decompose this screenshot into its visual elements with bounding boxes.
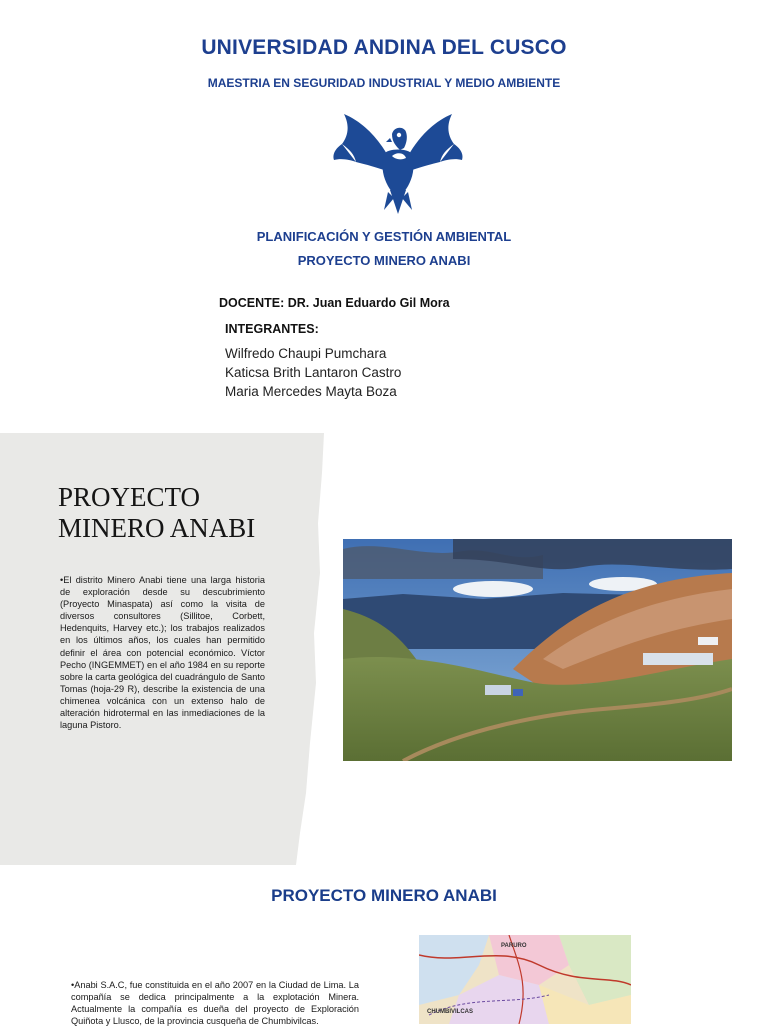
mine-landscape-photo	[343, 539, 732, 761]
program-subtitle: MAESTRIA EN SEGURIDAD INDUSTRIAL Y MEDIO AMBIENTE	[207, 76, 561, 90]
university-title: UNIVERSIDAD ANDINA DEL CUSCO	[201, 36, 567, 59]
integrantes-label: INTEGRANTES:	[225, 322, 319, 336]
eagle-icon	[328, 108, 468, 220]
project-subtitle: PROYECTO MINERO ANABI	[297, 253, 471, 268]
region-map	[419, 935, 631, 1024]
section2-title: PROYECTO MINERO ANABI	[271, 886, 497, 905]
section2-body-text: •Anabi S.A.C, fue constituida en el año 2007 en la Ciudad de Lima. La compañía se dedica principalmente a la explotación Minera. Actualmente la compañía es dueña del proyecto de Exploración Quiñota y Llusco, de la provincia cusqueña de Chumbivilcas.	[71, 980, 359, 1026]
member-name: Maria Mercedes Mayta Boza	[225, 384, 397, 399]
course-title: PLANIFICACIÓN Y GESTIÓN AMBIENTAL	[256, 229, 512, 244]
docente-line: DOCENTE: DR. Juan Eduardo Gil Mora	[219, 296, 450, 310]
map-label: PARURO	[501, 943, 527, 949]
map-label: CHUMBIVILCAS	[427, 1009, 473, 1015]
member-name: Katicsa Brith Lantaron Castro	[225, 365, 402, 380]
member-name: Wilfredo Chaupi Pumchara	[225, 346, 387, 361]
section-body-text: •El distrito Minero Anabi tiene una larga historia de exploración desde su descubrimiento (Proyecto Minaspata) así como la visita de diversos consultores (Sillitoe, Corbett, Hedenquits, Harvey etc.); los trabajos realizados en los últimos años, los cuales han permitido definir el área con potencial económico. Víctor Pecho (INGEMMET) en el año 1984 en su reporte sobre la carta geológica del cuadrángulo de Santo Tomas (hoja-29 R), describe la existencia de una chimenea volcánica con un extenso halo de alteración hidrotermal en las inmediaciones de la laguna Pistoro.	[60, 575, 265, 731]
section-title: PROYECTO MINERO ANABI	[58, 482, 256, 543]
